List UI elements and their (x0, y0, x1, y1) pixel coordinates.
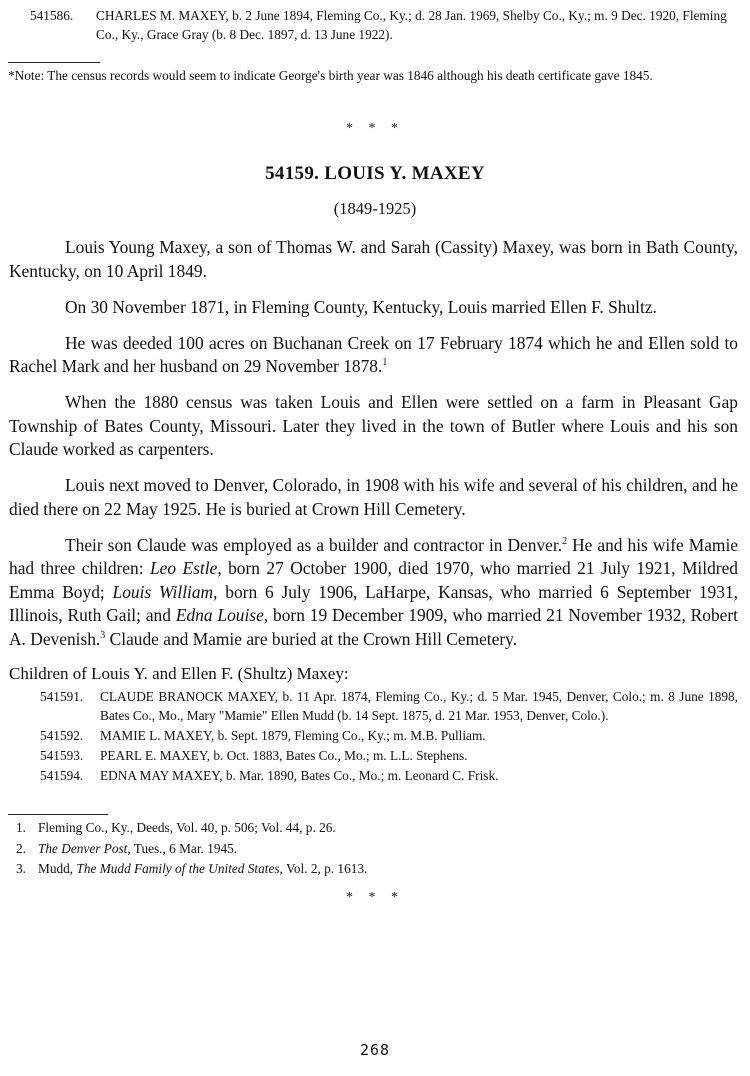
entry-number: 541591. (40, 689, 84, 704)
children-heading: Children of Louis Y. and Ellen F. (Shultz) Maxey: (9, 664, 349, 683)
entry-text: CLAUDE BRANOCK MAXEY, b. 11 Apr. 1874, Fleming Co., Ky.; d. 5 Mar. 1945, Denver, Colo.; m. 8 June 1898, Bates Co., Mo., Mary "Mamie" Ellen Mudd (b. 14 Sept. 1875, d. 21 Mar. 1953, Denver, Colo.). (100, 689, 738, 723)
entry-number: 541594. (40, 768, 84, 783)
footnote-number: 2. (16, 840, 26, 856)
section-separator: * * * (346, 121, 404, 136)
paragraph-text: He was deeded 100 acres on Buchanan Creek on 17 February 1874 which he and Ellen sold to Rachel Mark and her husband on 29 November 1878. (9, 332, 738, 376)
footnote-1 (16, 818, 736, 839)
entry-number: 541586. (30, 8, 74, 23)
section-heading: 54159. LOUIS Y. MAXEY (265, 163, 485, 184)
paragraph-text: , born 19 December 1909, who married 21 November 1932, Robert A. Devenish. (9, 605, 739, 649)
footnote-2 (16, 839, 736, 860)
footnote-title: The Denver Post (38, 840, 128, 856)
child-name-louis: Louis William (112, 581, 214, 602)
paragraph-text: He and his wife Mamie had three children: (9, 534, 738, 578)
children-list (40, 687, 738, 786)
paragraph-text: , born 27 October 1900, died 1970, who married 21 July 1921, Mildred Emma Boyd; (9, 558, 738, 602)
footnote-text: , Tues., 6 Mar. 1945. (127, 840, 238, 856)
note-divider (8, 62, 100, 63)
child-entry-541593 (40, 746, 738, 765)
footnote-title: The Mudd Family of the United States (76, 861, 280, 876)
section-years: (1849-1925) (333, 199, 417, 218)
footnote-number: 3. (16, 861, 26, 876)
entry-text: MAMIE L. MAXEY, b. Sept. 1879, Fleming Co., Ky.; m. M.B. Pulliam. (100, 728, 486, 743)
paragraph-land-deed (9, 332, 738, 379)
footnote-text: Fleming Co., Ky., Deeds, Vol. 40, p. 506; Vol. 44, p. 26. (38, 820, 336, 835)
paragraph-denver: Louis next moved to Denver, Colorado, in 1908 with his wife and several of his children, and he died there on 22 May 1925. He is buried at Crown Hill Cemetery. (9, 475, 738, 519)
child-entry-541591 (40, 687, 738, 725)
child-name-leo: Leo Estle (150, 558, 218, 578)
footnotes (16, 818, 736, 880)
paragraph-text: Their son Claude was employed as a builder and contractor in Denver. (65, 534, 563, 555)
paragraph-birth: Louis Young Maxey, a son of Thomas W. and Sarah (Cassity) Maxey, was born in Bath County, Kentucky, on 10 April 1849. (9, 237, 738, 281)
paragraph-marriage: On 30 November 1871, in Fleming County, Kentucky, Louis married Ellen F. Shultz. (65, 296, 657, 317)
entry-text: PEARL E. MAXEY, b. Oct. 1883, Bates Co., Mo.; m. L.L. Stephens. (100, 748, 468, 763)
paragraph-text: Claude and Mamie are buried at the Crown Hill Cemetery. (105, 628, 518, 649)
footnote-divider (8, 814, 108, 815)
paragraph-text: , born 6 July 1906, LaHarpe, Kansas, who married 6 September 1931, Illinois, Ruth Gail; and (9, 581, 738, 625)
paragraph-claude (9, 534, 738, 652)
entry-text: CHARLES M. MAXEY, b. 2 June 1894, Fleming Co., Ky.; d. 28 Jan. 1969, Shelby Co., Ky.; m. 9 Dec. 1920, Fleming Co., Ky., Grace Gray (b. 8 Dec. 1897, d. 13 June 1922). (96, 8, 727, 42)
footnote-number: 1. (16, 820, 26, 835)
footnote-3 (16, 859, 736, 880)
census-note: *Note: The census records would seem to indicate George's birth year was 1846 although his death certificate gave 1845. (8, 68, 653, 83)
paragraph-census: When the 1880 census was taken Louis and Ellen were settled on a farm in Pleasant Gap Township of Bates County, Missouri. Later they lived in the town of Butler where Louis and his son Claude worked as carpenters. (9, 392, 738, 459)
section-separator: * * * (346, 890, 404, 905)
biography-body (9, 236, 738, 664)
footnote-text: , Vol. 2, p. 1613. (279, 861, 368, 876)
child-name-edna: Edna Louise (175, 605, 264, 625)
footnote-ref-2: 2 (562, 535, 568, 547)
footnote-text: Mudd, (38, 861, 77, 876)
child-entry-541594 (40, 766, 738, 785)
footnote-ref-1: 1 (382, 357, 388, 368)
genealogy-entry-541586 (30, 6, 738, 44)
entry-text: EDNA MAY MAXEY, b. Mar. 1890, Bates Co., Mo.; m. Leonard C. Frisk. (100, 768, 499, 783)
footnote-ref-3: 3 (100, 629, 106, 641)
page-number: 268 (359, 1041, 391, 1059)
entry-number: 541593. (40, 748, 84, 763)
entry-number: 541592. (40, 728, 84, 743)
child-entry-541592 (40, 726, 738, 745)
